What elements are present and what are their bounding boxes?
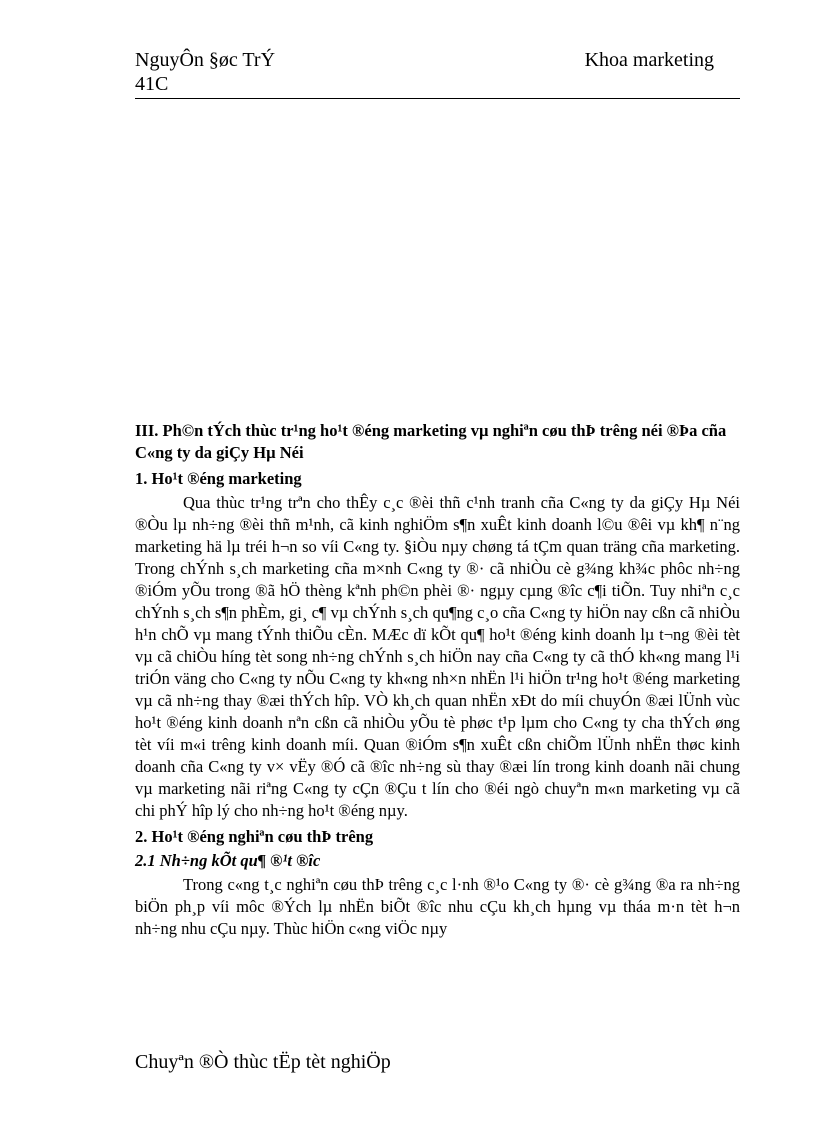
department-name: Khoa marketing: [584, 49, 714, 71]
header-divider: [135, 98, 740, 99]
header-author-block: [135, 48, 275, 96]
author-name: NguyÔn §øc TrÝ: [135, 49, 276, 71]
section-title: III. Ph©n tÝch thùc tr¹ng ho¹t ®éng marketing vµ nghiªn cøu thÞ trêng néi ®Þa cña C«ng ty da giÇy Hµ Néi: [135, 421, 727, 462]
subsection-2-paragraph: Trong c«ng t¸c nghiªn cøu thÞ trêng c¸c l·nh ®¹o C«ng ty ®· cè g¾ng ®a ra nh÷ng biÖn ph¸p víi môc ®Ých lµ nhËn biÕt ®îc nhu cÇu kh¸ch hµng vµ tháa m·n tèt h¬n nh÷ng nhu cÇu nµy. Thùc hiÖn c«ng viÖc nµy: [135, 875, 740, 938]
page-footer: Chuyªn ®Ò thùc tËp tèt nghiÖp: [135, 1051, 391, 1073]
subsection-1-paragraph: Qua thùc tr¹ng trªn cho thÊy c¸c ®èi thñ c¹nh tranh cña C«ng ty da giÇy Hµ Néi ®Òu lµ nh÷ng ®èi thñ m¹nh, cã kinh nghiÖm s¶n xuÊt kinh doanh l©u ®êi vµ kh¶ n¨ng marketing hä lµ tréi h¬n so víi C«ng ty. §iÒu nµy chøng tá tÇm quan träng cña marketing. Trong chÝnh s¸ch marketing cña m×nh C«ng ty ®· cã nhiÒu cè g¾ng kh¾c phôc nh÷ng ®iÓm yÕu trong ®ã hÖ thèng kªnh ph©n phèi ®· ngµy cµng ®îc c¶i tiÕn. Tuy nhiªn c¸c chÝnh s¸ch s¶n phÈm, gi¸ c¶ vµ chÝnh s¸ch qu¶ng c¸o cña C«ng ty hiÖn nay cßn cã nhiÒu h¹n chÕ vµ mang tÝnh thiÕu cÈn. MÆc dï kÕt qu¶ ho¹t ®éng kinh doanh lµ t¬ng ®èi tèt vµ cã chiÒu híng tèt song nh÷ng chÝnh s¸ch hiÖn nay cña C«ng ty cã thÓ kh«ng mang l¹i triÓn väng cho C«ng ty nÕu C«ng ty kh«ng nh×n nhËn l¹i hiÖn tr¹ng ho¹t ®éng marketing vµ cã nh÷ng thay ®æi thÝch hîp. VÒ kh¸ch quan nhËn xÐt do míi chuyÓn ®æi lÜnh vùc ho¹t ®éng kinh doanh nªn cßn cã nhiÒu yÕu tè phøc t¹p lµm cho C«ng ty cha thÝch øng tèt víi m«i trêng kinh doanh míi. Quan ®iÓm s¶n xuÊt cßn chiÕm lÜnh nhËn thøc kinh doanh cña C«ng ty v× vËy ®Ó cã ®îc nh÷ng sù thay ®æi lín trong kinh doanh nãi chung vµ marketing nãi riªng C«ng ty cÇn ®Çu t lín cho ®éi ngò chuyªn m«n marketing vµ cã chi phÝ hîp lý cho nh÷ng ho¹t ®éng nµy.: [135, 493, 740, 820]
subsection-2-1-heading: 2.1 Nh÷ng kÕt qu¶ ®¹t ®îc: [135, 851, 321, 870]
page-body: [135, 420, 740, 944]
subsection-1-heading: 1. Ho¹t ®éng marketing: [135, 469, 302, 488]
class-code: 41C: [135, 73, 169, 95]
subsection-2-heading: 2. Ho¹t ®éng nghiªn cøu thÞ trêng: [135, 827, 374, 846]
